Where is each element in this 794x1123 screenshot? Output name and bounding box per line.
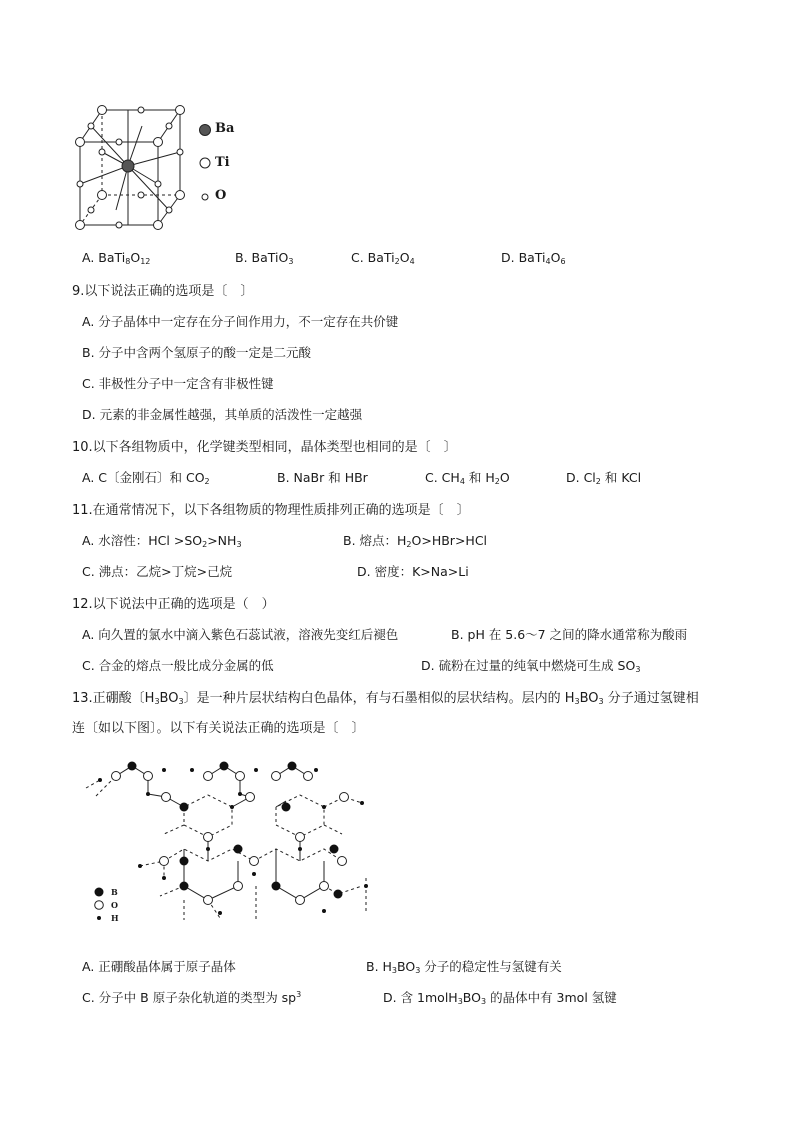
q13-stem-line1: 13.正硼酸〔$H_3BO_3$〕是一种片层状结构白色晶体，有与石墨相似的层状结构。层内的 $H_3BO_3$ 分子通过氢键相	[72, 691, 699, 706]
q9-option-d[interactable]: D. 元素的非金属性越强，其单质的活泼性一定越强	[82, 407, 363, 422]
q13-option-c[interactable]: C. 分子中 B 原子杂化轨道的类型为 $sp^3$	[82, 990, 302, 1005]
q10-option-b[interactable]: B. NaBr 和 HBr	[277, 470, 368, 485]
boric-acid-layer-figure	[80, 748, 380, 926]
q10-option-c[interactable]: C. $CH_4$ 和 $H_2O$	[425, 470, 510, 486]
q8-option-d[interactable]: D. $BaTi_4O_6$	[501, 250, 566, 266]
q9-option-a[interactable]: A. 分子晶体中一定存在分子间作用力，不一定存在共价键	[82, 314, 399, 329]
q8-option-c[interactable]: C. $BaTi_2O_4$	[351, 250, 415, 266]
h-legend-marker	[93, 912, 105, 924]
q10-stem: 10.以下各组物质中，化学键类型相同，晶体类型也相同的是〔 〕	[72, 440, 457, 455]
q8-option-b[interactable]: B. BaTiO$_3$	[235, 250, 294, 266]
q11-option-d[interactable]: D. 密度：K>Na>Li	[357, 564, 469, 579]
h-legend-label: H	[111, 913, 119, 923]
q12-option-d[interactable]: D. 硫粉在过量的纯氧中燃烧可生成 $SO_3$	[421, 658, 641, 674]
o-legend-label: O	[215, 188, 227, 203]
ba-legend-marker	[198, 123, 212, 137]
ti-legend-label: Ti	[215, 155, 230, 170]
ti-legend-marker	[198, 156, 212, 170]
q10-option-a[interactable]: A. C〔金刚石〕和 $CO_2$	[82, 470, 210, 486]
q11-stem: 11.在通常情况下，以下各组物质的物理性质排列正确的选项是〔 〕	[72, 503, 470, 518]
q12-option-b[interactable]: B. pH 在 5.6～7 之间的降水通常称为酸雨	[451, 627, 688, 642]
batio3-unit-cell-figure	[70, 100, 190, 235]
b-legend-label: B	[111, 887, 118, 897]
q8-option-a[interactable]: A. $BaTi_8O_{12}$	[82, 250, 151, 266]
q13-option-a[interactable]: A. 正硼酸晶体属于原子晶体	[82, 959, 236, 974]
ba-legend-label: Ba	[215, 121, 235, 136]
q13-option-b[interactable]: B. $H_3BO_3$ 分子的稳定性与氢键有关	[366, 959, 562, 975]
b-legend-marker	[93, 886, 105, 898]
q12-stem: 12.以下说法中正确的选项是（ ）	[72, 597, 275, 612]
q13-stem-line2: 连〔如以下图〕。以下有关说法正确的选项是〔 〕	[72, 721, 365, 736]
q9-stem: 9.以下说法正确的选项是〔 〕	[72, 284, 254, 299]
q9-option-b[interactable]: B. 分子中含两个氢原子的酸一定是二元酸	[82, 345, 312, 360]
q11-option-b[interactable]: B. 熔点：$H_2O>HBr>HCl$	[343, 533, 488, 549]
q11-option-a[interactable]: A. 水溶性：HCl $>SO_2>NH_3$	[82, 533, 242, 549]
q12-option-a[interactable]: A. 向久置的氯水中滴入紫色石蕊试液，溶液先变红后褪色	[82, 627, 399, 642]
q10-option-d[interactable]: D. $Cl_2$ 和 KCl	[566, 470, 642, 486]
q11-option-c[interactable]: C. 沸点：乙烷>丁烷>己烷	[82, 564, 233, 579]
o-legend-marker-2	[93, 899, 105, 911]
q9-option-c[interactable]: C. 非极性分子中一定含有非极性键	[82, 376, 274, 391]
o-legend-label-2: O	[111, 900, 118, 910]
q13-option-d[interactable]: D. 含 $1molH_3BO_3$ 的晶体中有 3mol 氢键	[383, 990, 617, 1006]
o-legend-marker	[199, 191, 211, 203]
q12-option-c[interactable]: C. 合金的熔点一般比成分金属的低	[82, 658, 274, 673]
